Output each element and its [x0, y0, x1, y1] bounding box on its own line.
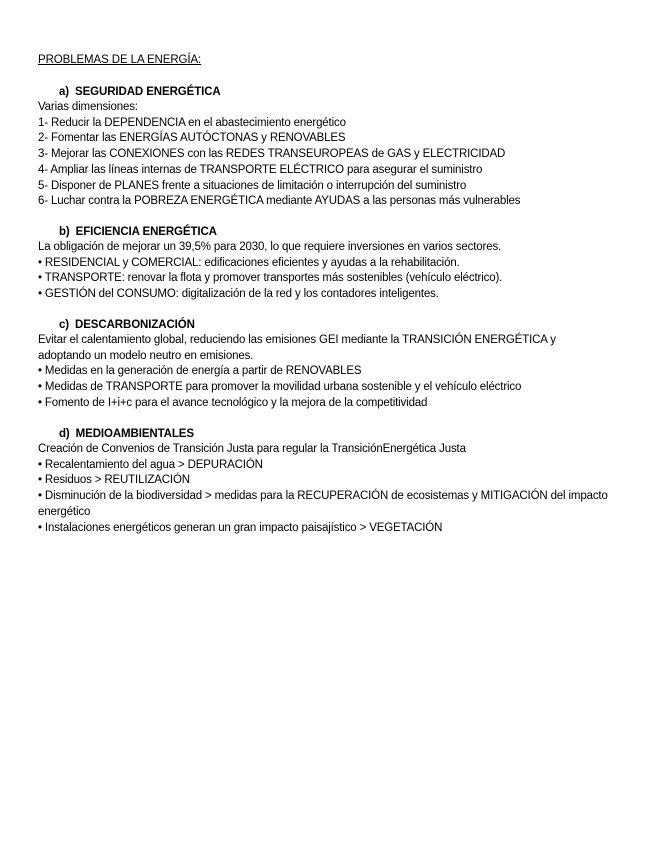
- section-eficiencia-energetica: [38, 224, 608, 303]
- text-line: Evitar el calentamiento global, reduciendo las emisiones GEI mediante la TRANSICIÓN ENERGÉTICA y adoptando un modelo neutro en emisiones.: [38, 334, 556, 362]
- list-item: • RESIDENCIAL y COMERCIAL: edificaciones eficientes y ayudas a la rehabilitación.: [38, 256, 460, 269]
- section-title: SEGURIDAD ENERGÉTICA: [75, 86, 221, 98]
- list-item: • Medidas en la generación de energía a partir de RENOVABLES: [38, 365, 362, 378]
- list-item: • Fomento de I+i+c para el avance tecnológico y la mejora de la competitividad: [38, 396, 428, 409]
- section-title: DESCARBONIZACIÓN: [75, 319, 195, 331]
- list-item: • Disminución de la biodiversidad > medidas para la RECUPERACIÓN de ecosistemas y MITIGACIÓN del impacto energético: [38, 490, 608, 518]
- list-item: • Residuos > REUTILIZACIÓN: [38, 474, 190, 487]
- list-item: 3- Mejorar las CONEXIONES con las REDES TRANSEUROPEAS de GAS y ELECTRICIDAD: [38, 148, 506, 161]
- section-letter: b): [59, 226, 70, 238]
- section-letter: a): [59, 86, 70, 98]
- list-item: • TRANSPORTE: renovar la flota y promover transportes más sostenibles (vehículo eléctrico).: [38, 272, 503, 285]
- list-item: 6- Luchar contra la POBREZA ENERGÉTICA mediante AYUDAS a las personas más vulnerables: [38, 195, 521, 208]
- list-item: • Recalentamiento del agua > DEPURACIÓN: [38, 458, 263, 471]
- section-seguridad-energetica: [38, 84, 608, 210]
- page-title: PROBLEMAS DE LA ENERGÍA:: [38, 54, 202, 66]
- section-letter: c): [59, 319, 70, 331]
- list-item: 2- Fomentar las ENERGÍAS AUTÓCTONAS y RENOVABLES: [38, 132, 346, 145]
- section-letter: d): [59, 428, 70, 440]
- section-descarbonizacion: [38, 317, 608, 412]
- list-item: • GESTIÓN del CONSUMO: digitalización de la red y los contadores inteligentes.: [38, 288, 439, 301]
- text-line: Varias dimensiones:: [38, 101, 138, 113]
- section-title: EFICIENCIA ENERGÉTICA: [75, 226, 217, 238]
- text-line: Creación de Convenios de Transición Justa para regular la TransiciónEnergética Justa: [38, 443, 466, 455]
- text-line: La obligación de mejorar un 39,5% para 2030, lo que requiere inversiones en varios sectores.: [38, 241, 502, 253]
- list-item: • Medidas de TRANSPORTE para promover la movilidad urbana sostenible y el vehículo eléctrico: [38, 381, 522, 394]
- section-title: MEDIOAMBIENTALES: [75, 428, 194, 440]
- section-heading: [59, 317, 608, 333]
- list-item: 1- Reducir la DEPENDENCIA en el abastecimiento energético: [38, 116, 346, 129]
- section-heading: [59, 426, 608, 442]
- list-item: 4- Ampliar las líneas internas de TRANSPORTE ELÉCTRICO para asegurar el suministro: [38, 163, 483, 176]
- section-medioambientales: [38, 426, 608, 536]
- section-heading: [59, 224, 608, 240]
- list-item: • Instalaciones energéticos generan un gran impacto paisajístico > VEGETACIÓN: [38, 521, 443, 534]
- section-heading: [59, 84, 608, 100]
- list-item: 5- Disponer de PLANES frente a situaciones de limitación o interrupción del suministro: [38, 179, 467, 192]
